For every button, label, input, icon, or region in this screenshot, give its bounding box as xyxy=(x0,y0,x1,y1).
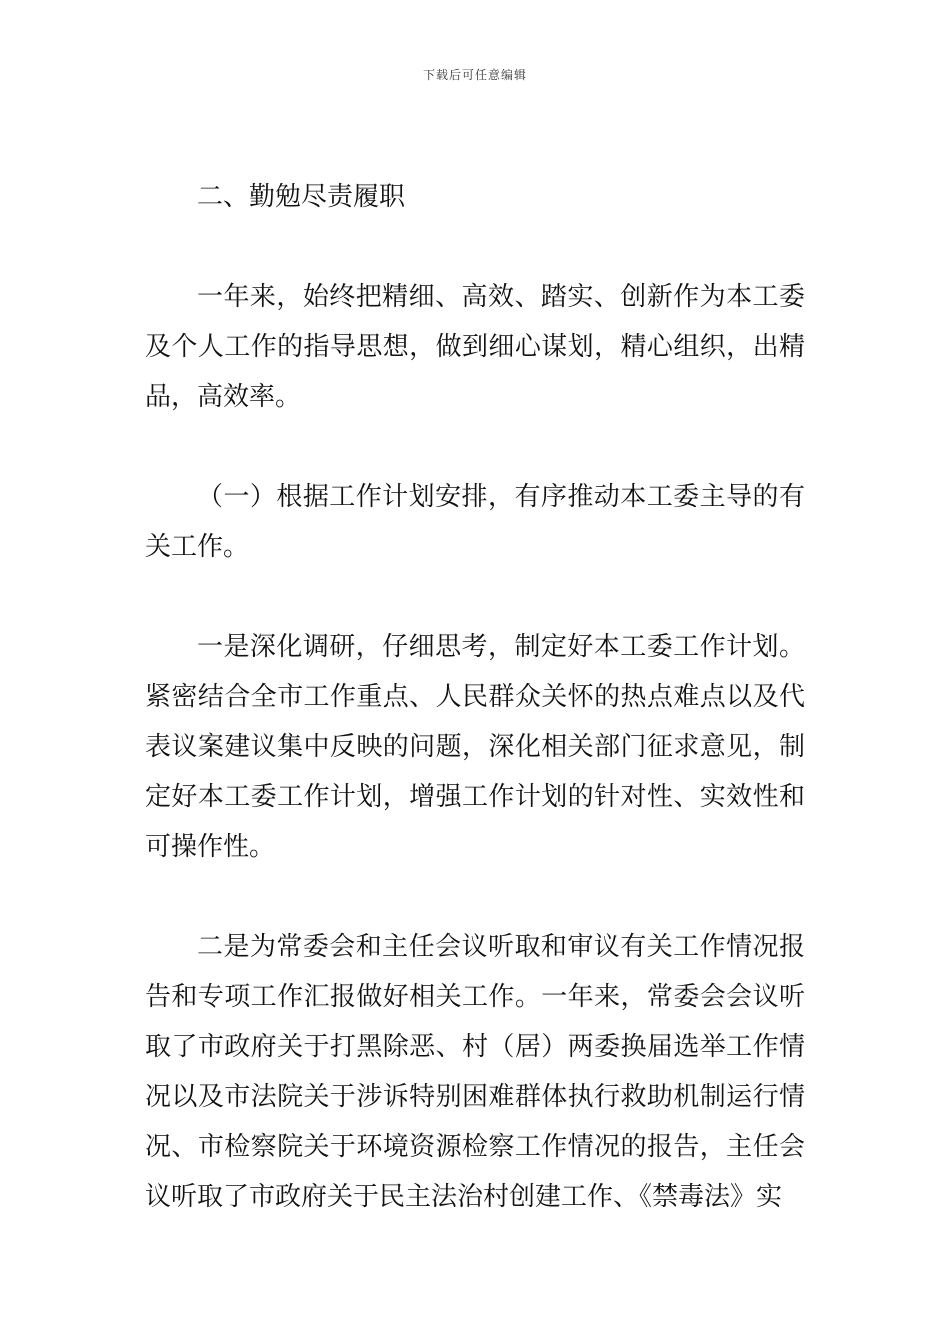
paragraph-spacer xyxy=(145,222,805,272)
section-heading: 二、勤勉尽责履职 xyxy=(197,182,406,212)
paragraph-spacer xyxy=(145,422,805,472)
paragraph-spacer xyxy=(145,872,805,922)
document-body xyxy=(145,172,805,1222)
paragraph-subsection-one: （一）根据工作计划安排，有序推动本工委主导的有关工作。 xyxy=(145,482,805,562)
paragraph-spacer xyxy=(145,572,805,622)
paragraph-reports: 二是为常委会和主任会议听取和审议有关工作情况报告和专项工作汇报做好相关工作。一年来，常委会会议听取了市政府关于打黑除恶、村（居）两委换届选举工作情况以及市法院关于涉诉特别困难群体执行救助机制运行情况、市检察院关于环境资源检察工作情况的报告，主任会议听取了市政府关于民主法治村创建工作、《禁毒法》实 xyxy=(145,932,805,1212)
page-header-note: 下载后可任意编辑 xyxy=(422,68,527,82)
paragraph-work-plan: 一是深化调研，仔细思考，制定好本工委工作计划。紧密结合全市工作重点、人民群众关怀的热点难点以及代表议案建议集中反映的问题，深化相关部门征求意见，制定好本工委工作计划，增强工作计划的针对性、实效性和可操作性。 xyxy=(145,632,805,862)
paragraph-guiding-thought: 一年来，始终把精细、高效、踏实、创新作为本工委及个人工作的指导思想，做到细心谋划，精心组织，出精品，高效率。 xyxy=(145,282,805,412)
